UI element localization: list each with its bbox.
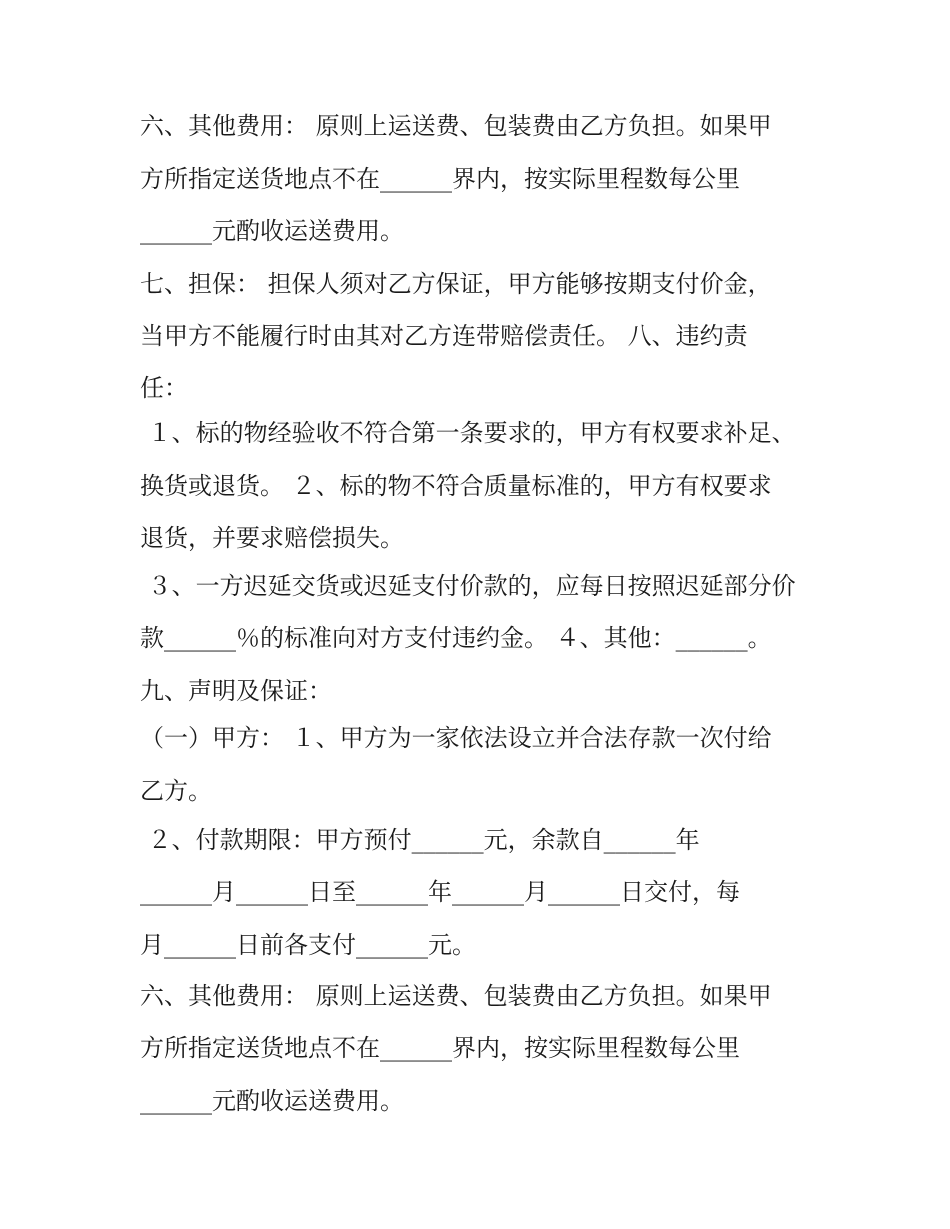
- text-line: 换货或退货。 ２、标的物不符合质量标准的，甲方有权要求: [140, 472, 772, 500]
- text-line: 任：: [140, 374, 188, 402]
- text-line: ______元酌收运送费用。: [140, 1087, 404, 1115]
- text-line: 款______％的标准向对方支付违约金。 ４、其他：______。: [140, 624, 772, 652]
- text-line: １、标的物经验收不符合第一条要求的，甲方有权要求补足、: [140, 419, 796, 447]
- text-line: ２、付款期限：甲方预付______元，余款自______年: [140, 826, 700, 854]
- text-line: 方所指定送货地点不在______界内，按实际里程数每公里: [140, 1034, 740, 1062]
- text-line: ______月______日至______年______月______日交付，每: [140, 878, 740, 906]
- text-line: ______元酌收运送费用。: [140, 217, 404, 245]
- text-line: （一）甲方： １、甲方为一家依法设立并合法存款一次付给: [140, 724, 772, 752]
- text-line: 当甲方不能履行时由其对乙方连带赔偿责任。 八、违约责: [140, 322, 748, 350]
- text-line: 六、其他费用： 原则上运送费、包装费由乙方负担。如果甲: [140, 112, 772, 140]
- text-line: 九、声明及保证：: [140, 677, 332, 705]
- text-line: 方所指定送货地点不在______界内，按实际里程数每公里: [140, 165, 740, 193]
- text-line: 退货，并要求赔偿损失。: [140, 524, 404, 552]
- text-line: ３、一方迟延交货或迟延支付价款的，应每日按照迟延部分价: [140, 572, 796, 600]
- text-line: 月______日前各支付______元。: [140, 931, 476, 959]
- text-line: 七、担保： 担保人须对乙方保证，甲方能够按期支付价金，: [140, 270, 772, 298]
- text-line: 乙方。: [140, 777, 212, 805]
- text-line: 六、其他费用： 原则上运送费、包装费由乙方负担。如果甲: [140, 982, 772, 1010]
